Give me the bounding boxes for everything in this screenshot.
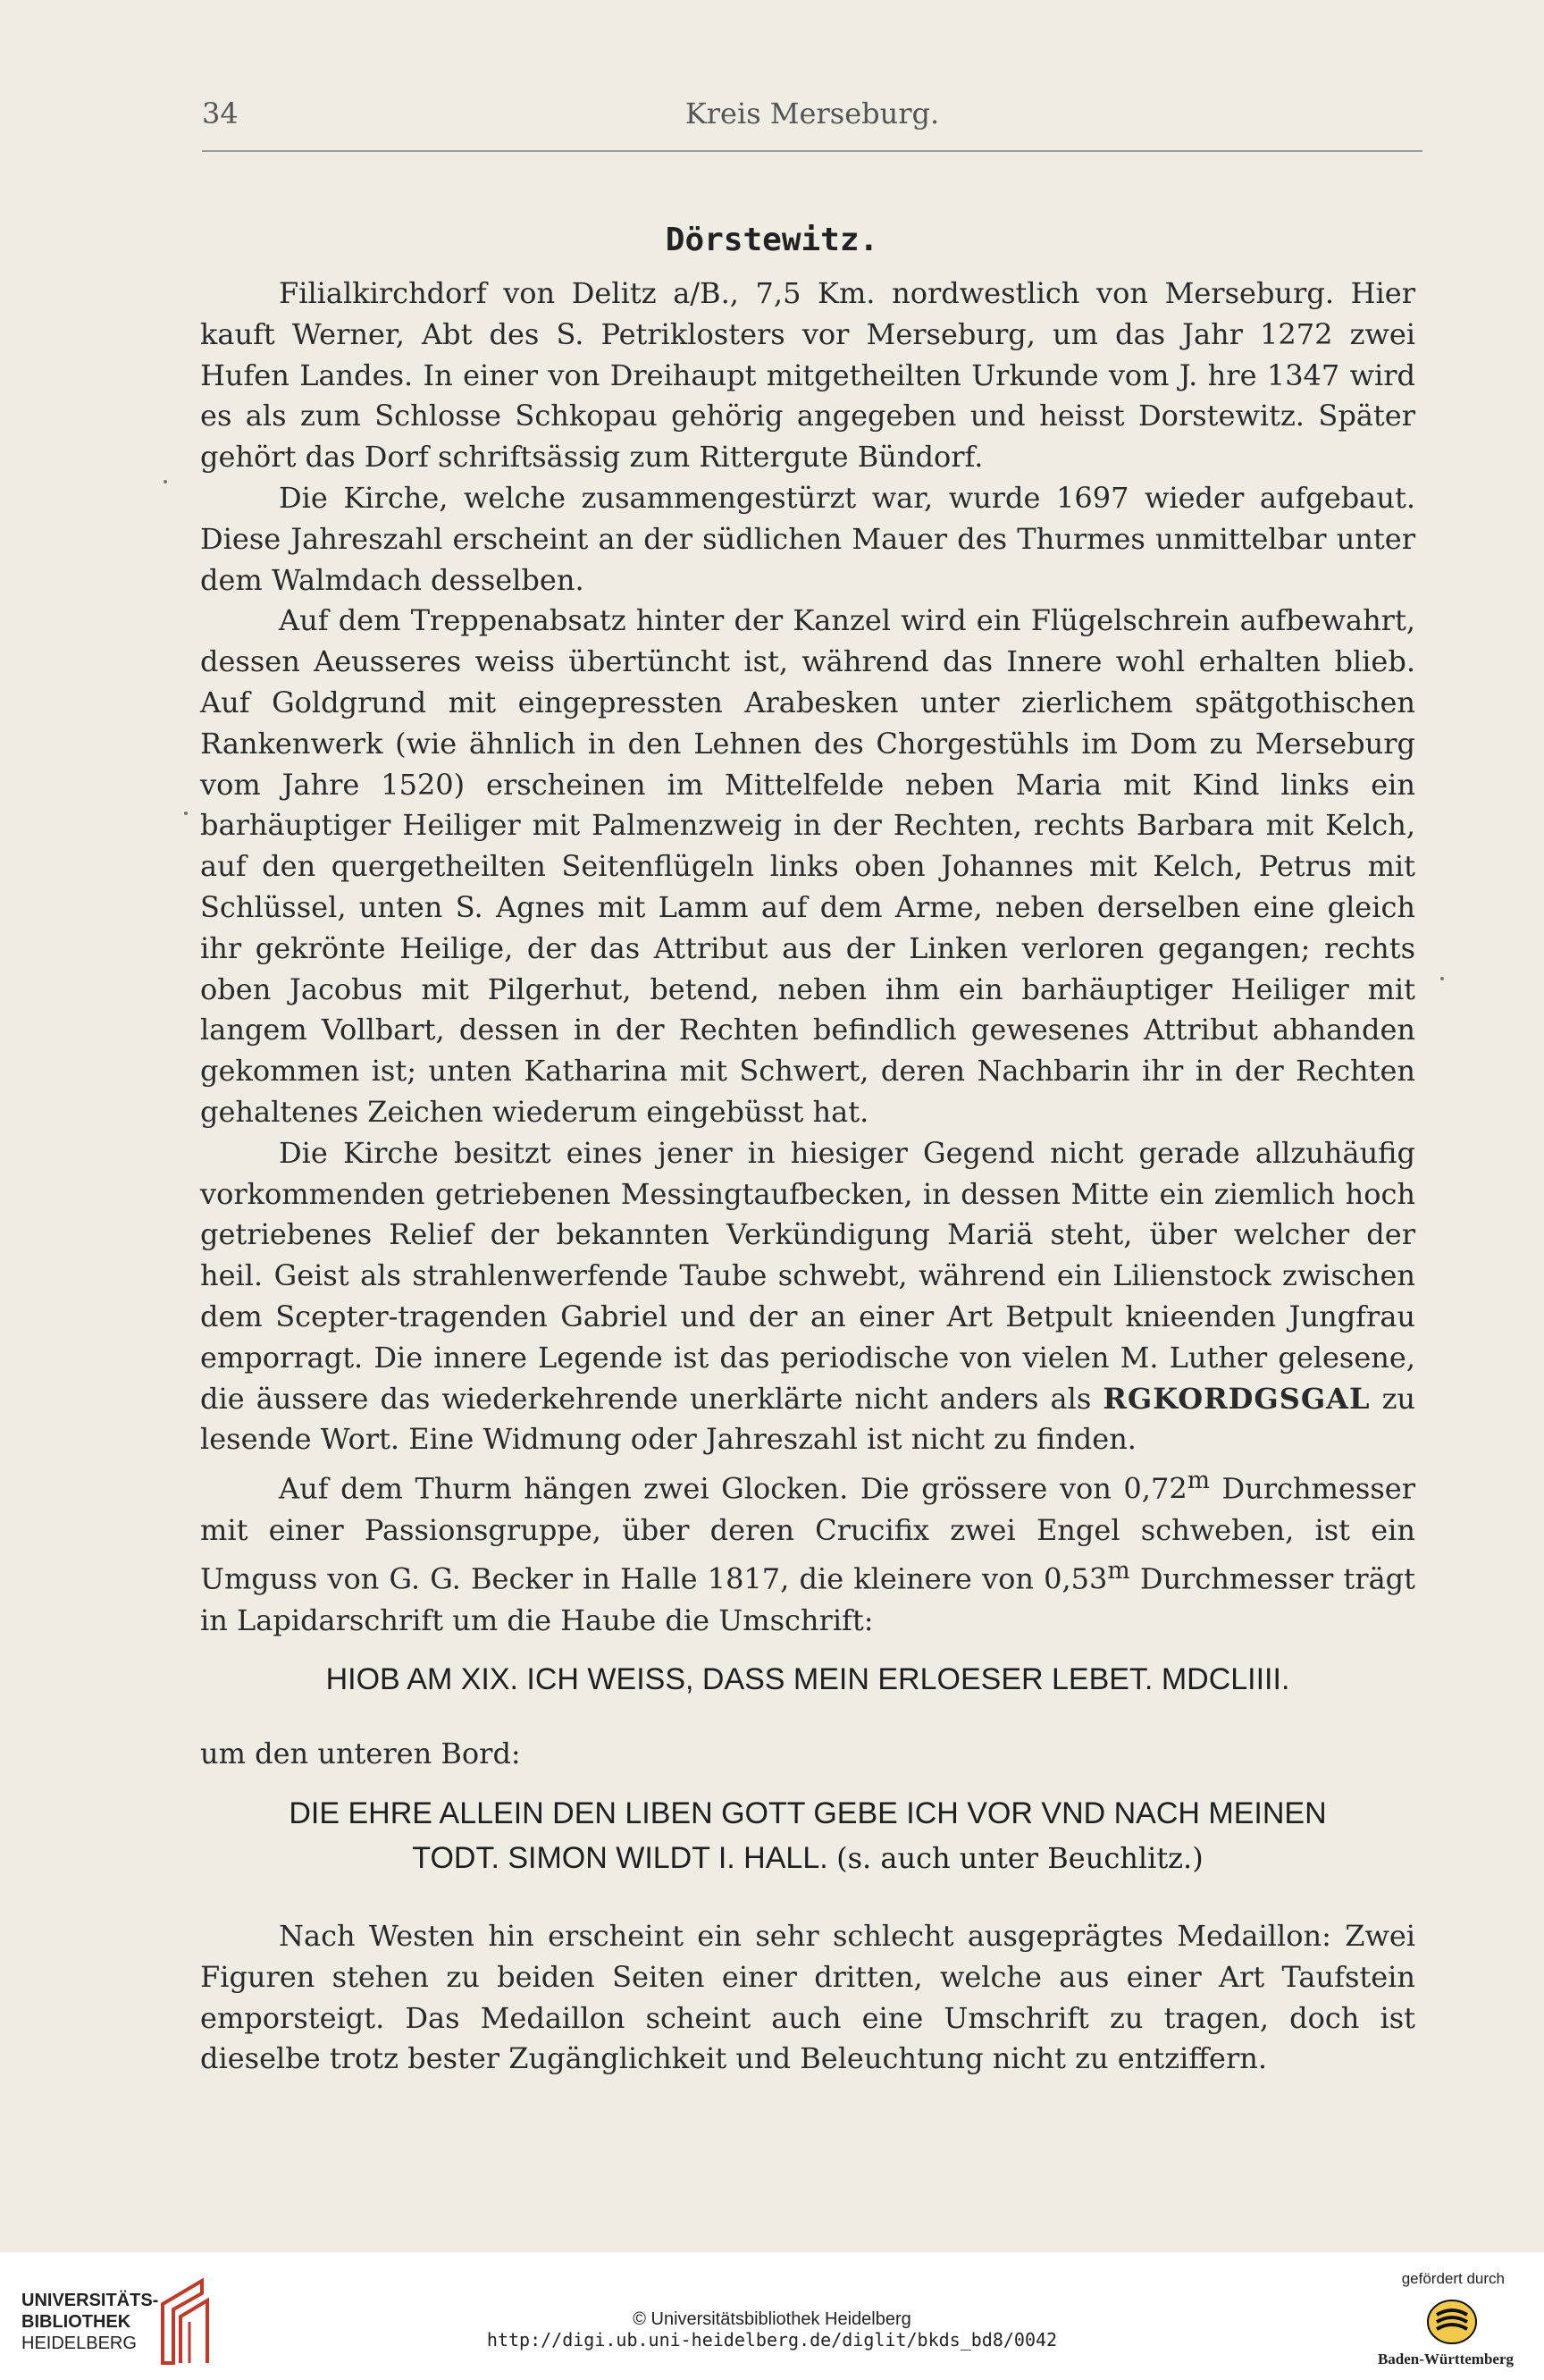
- sponsor-name: Baden-Württemberg: [1377, 2351, 1514, 2367]
- paragraph-medallion: Nach Westen hin erscheint ein sehr schlecht ausgeprägtes Medaillon: Zwei Figuren stehen zu beiden Seiten einer dritten, welche aus einer Art Taufstein emporsteigt. Das Medaillon scheint auch eine Umschrift zu tragen, doch ist dieselbe trotz bester Zugänglichkeit und Beleuchtung nicht zu entziffern.: [200, 1919, 1415, 2076]
- fraktur-word: RGKORDGSGAL: [1103, 1381, 1371, 1416]
- paragraph-history: Filialkirchdorf von Delitz a/B., 7,5 Km. nordwestlich von Merseburg. Hier kauft Werner, Abt des S. Petriklosters vor Merseburg, um das Jahr 1272 zwei Hufen Landes. In einer von Dreihaupt mitgetheilten Urkunde vom J. hre 1347 wird es als zum Schlosse Schkopau gehörig angegeben und heisst Dorstewitz. Später gehört das Dorf schriftsässig zum Rittergute Bündorf.: [200, 276, 1415, 475]
- bell-inscription-2-line1: DIE EHRE ALLEIN DEN LIBEN GOTT GEBE ICH VOR VND NACH MEINEN: [289, 1796, 1327, 1830]
- sponsor-label: gefördert durch: [1401, 2270, 1505, 2287]
- section-title: Dörstewitz.: [665, 222, 879, 258]
- bells-text-b: Durchmesser mit einer Passionsgruppe, über deren Crucifix zwei Engel schweben, ist ein Umguss von G. G. Becker in Halle 1817, die kleinere von 0,53: [200, 1471, 1416, 1597]
- state-crest-icon: [1426, 2299, 1478, 2345]
- cross-reference-note: (s. auch unter Beuchlitz.): [836, 1841, 1204, 1875]
- body-text: [200, 273, 1415, 1642]
- scan-speck: [1440, 977, 1444, 980]
- scan-speck: [164, 480, 167, 484]
- library-line-1: UNIVERSITÄTS-: [21, 2291, 159, 2310]
- header-rule: [202, 150, 1422, 152]
- inscription-2-text: TODT. SIMON WILDT I. HALL.: [412, 1841, 828, 1875]
- font-text-before: Die Kirche besitzt eines jener in hiesiger Gegend nicht gerade allzuhäufig vorkommenden getriebenen Messingtaufbecken, in dessen Mitte ein ziemlich hoch getriebenes Relief der bekannten Verkündigung Mariä steht, über welcher der heil. Geist als strahlenwerfende Taube schwebt, während ein Lilienstock zwischen dem Scepter-tragenden Gabriel und der an einer Art Betpult knieenden Jungfrau emporragt. Die innere Legende ist das periodische von vielen M. Luther gelesene, die äussere das wiederkehrende unerklärte nicht anders als: [200, 1135, 1415, 1416]
- bells-text-c: Durchmesser trägt in Lapidarschrift um die Haube die Umschrift:: [200, 1562, 1416, 1637]
- unit-superscript: m: [1187, 1467, 1210, 1495]
- font-text-after: zu lesende Wort. Eine Widmung oder Jahreszahl ist nicht zu finden.: [200, 1381, 1416, 1457]
- library-line-2: BIBLIOTHEK: [21, 2312, 131, 2332]
- bell-inscription-2-line2: [200, 1841, 1415, 1876]
- page-number: 34: [202, 97, 239, 130]
- bell-inscription-1: HIOB AM XIX. ICH WEISS, DASS MEIN ERLOESER LEBET. MDCLIIII.: [325, 1662, 1290, 1696]
- bells-text-a: Auf dem Thurm hängen zwei Glocken. Die grössere von 0,72: [279, 1471, 1187, 1506]
- unit-superscript: m: [1107, 1557, 1130, 1585]
- copyright-text: © Universitätsbibliothek Heidelberg: [633, 2309, 911, 2329]
- paragraph-altar: Auf dem Treppenabsatz hinter der Kanzel wird ein Flügelschrein aufbewahrt, dessen Aeusseres weiss übertüncht ist, während das Innere wohl erhalten blieb. Auf Goldgrund mit eingepressten Arabesken unter zierlichem spätgothischen Rankenwerk (wie ähnlich in den Lehnen des Chorgestühls im Dom zu Merseburg vom Jahre 1520) erscheinen im Mittelfelde neben Maria mit Kind links ein barhäuptiger Heiliger mit Palmenzweig in der Rechten, rechts Barbara mit Kelch, auf den quergetheilten Seitenflügeln links oben Johannes mit Kelch, Petrus mit Schlüssel, unten S. Agnes mit Lamm auf dem Arme, neben derselben eine gleich ihr gekrönte Heilige, der das Attribut aus der Linken verloren gegangen; rechts oben Jacobus mit Pilgerhut, betend, neben ihm ein barhäuptiger Heiliger mit langem Vollbart, dessen in der Rechten befindlich gewesenes Attribut abhanden gekommen ist; unten Katharina mit Schwert, deren Nachbarin ihr in der Rechten gehaltenes Zeichen wiederum eingebüsst hat.: [200, 603, 1415, 1129]
- body-text-end: [200, 1916, 1415, 2080]
- paragraph-font: [200, 1133, 1415, 1460]
- paragraph-bells: [200, 1460, 1415, 1642]
- paragraph-church: Die Kirche, welche zusammengestürzt war, wurde 1697 wieder aufgebaut. Diese Jahreszahl erscheint an der südlichen Mauer des Thurmes unmittelbar unter dem Walmdach desselben.: [200, 480, 1415, 597]
- scan-speck: [184, 812, 188, 815]
- running-title: Kreis Merseburg.: [684, 97, 940, 130]
- library-line-3: HEIDELBERG: [21, 2334, 137, 2353]
- permalink[interactable]: http://digi.ub.uni-heidelberg.de/diglit/bkds_bd8/0042: [486, 2329, 1058, 2351]
- lower-border-text: um den unteren Bord:: [200, 1737, 521, 1770]
- lower-border-line: [200, 1734, 1415, 1775]
- running-head: [202, 97, 1422, 141]
